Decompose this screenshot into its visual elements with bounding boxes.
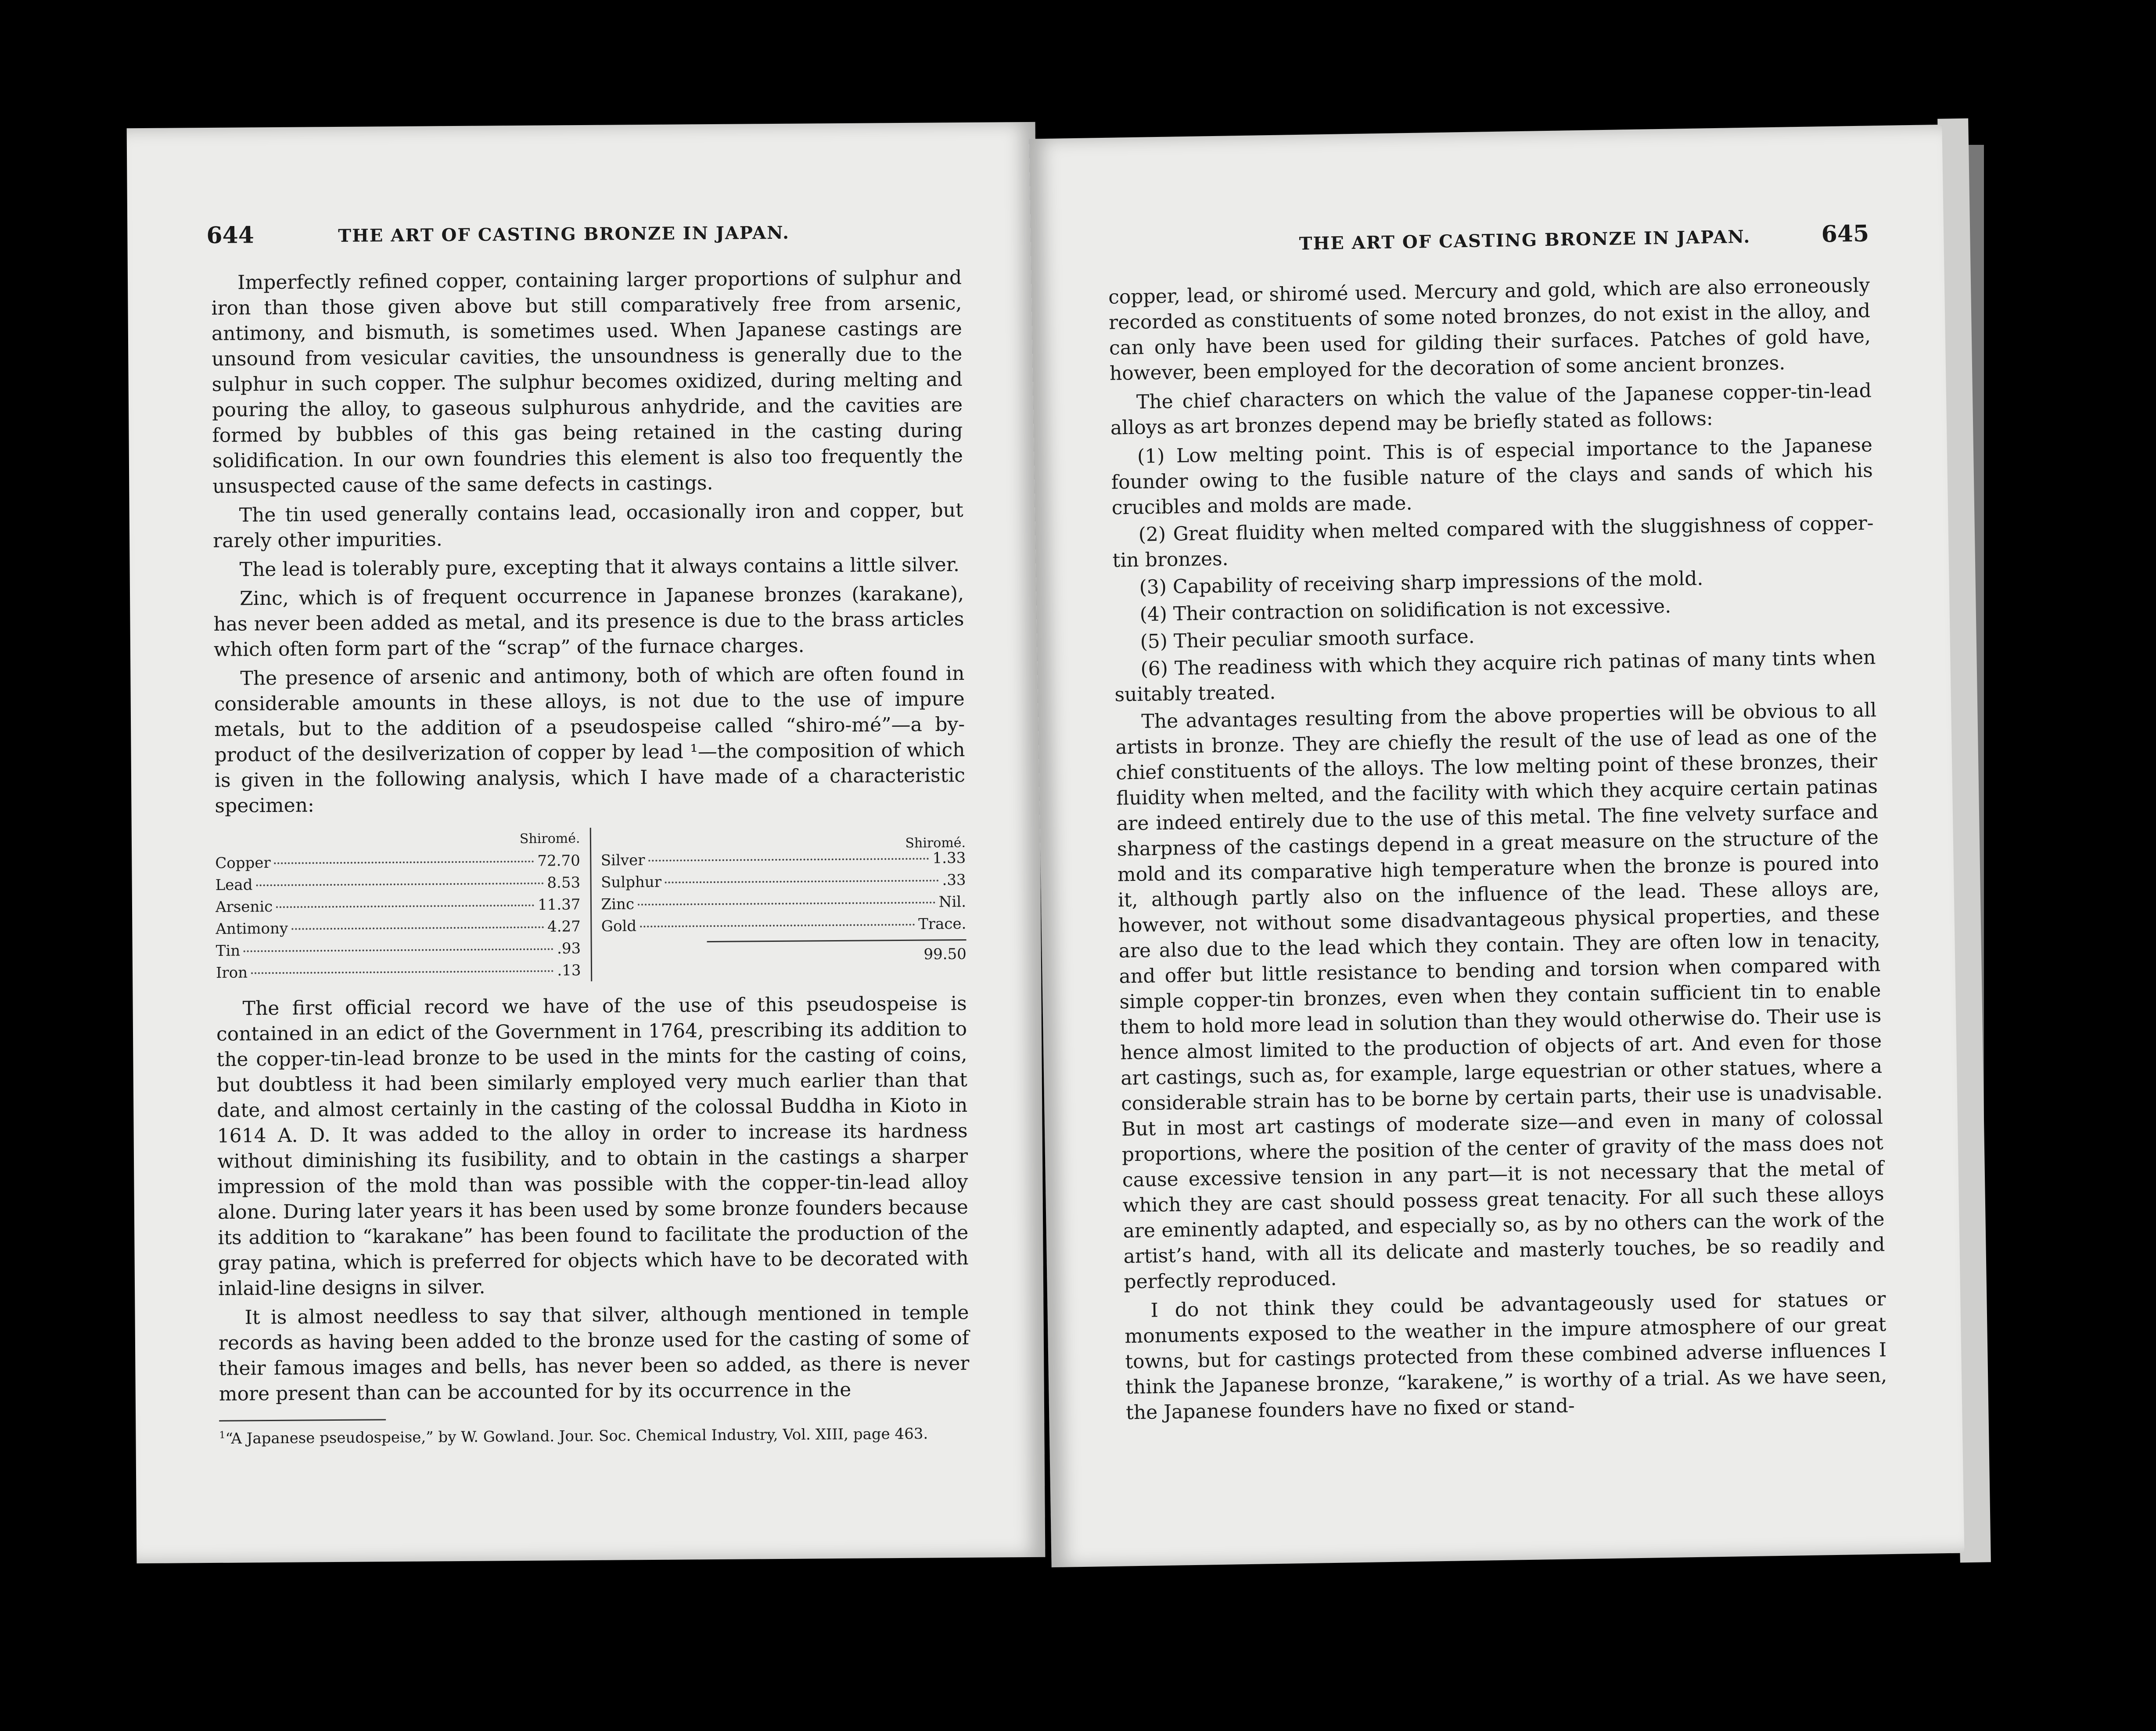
analysis-total: 99.50: [707, 939, 967, 967]
list-item: (4) Their contraction on solidification is not excessive.: [1139, 595, 1671, 626]
running-head: THE ART OF CASTING BRONZE IN JAPAN.: [338, 222, 790, 246]
paragraph: Zinc, which is of frequent occurrence in Japanese bronzes (karakane), has never been added as metal, and its presence is due to the brass articles which often form part of the “scrap” of the furnace charges.: [213, 582, 964, 661]
left-page-body: [211, 265, 970, 1452]
leader-dots: [274, 861, 534, 864]
paragraph: The lead is tolerably pure, excepting that it always contains a little silver.: [239, 553, 960, 581]
right-page: [1029, 125, 1965, 1567]
list-item: (1) Low melting point. This is of especial importance to the Japanese founder owing to the fusible nature of the clays and sands of which his crucibles and molds are made.: [1111, 434, 1873, 519]
paragraph: The tin used generally contains lead, occasionally iron and copper, but rarely other impurities.: [213, 499, 963, 552]
analysis-row: [216, 916, 581, 940]
element-value: 8.53: [547, 874, 581, 892]
page-number: 645: [1821, 220, 1869, 248]
leader-dots: [648, 858, 929, 862]
element-value: 11.37: [538, 896, 581, 914]
paragraph: The presence of arsenic and antimony, both of which are often found in considerable amounts in these alloys, is not due to the use of impure metals, but to the addition of a pseudospeise called “shiro-mé”—a by-product of the desilverization of copper by lead ¹—the composition of which is given in the following analysis, which I have made of a characteristic specimen:: [214, 662, 966, 817]
element-name: Sulphur: [600, 873, 662, 891]
element-name: Arsenic: [215, 898, 273, 916]
footnote-text: “A Japanese pseudospeise,” by W. Gowland. Jour. Soc. Chemical Industry, Vol. XIII, page 463.: [225, 1425, 928, 1448]
footnote-rule: [219, 1419, 386, 1422]
element-value: Nil.: [938, 893, 967, 911]
analysis-row: [215, 850, 580, 874]
left-page-header: [206, 221, 961, 253]
leader-dots: [276, 905, 534, 908]
paragraph: It is almost needless to say that silver, although mentioned in temple records as having been added to the bronze used for the casting of some of their famous images and bells, has never been so added, as there is never more present than can be accounted for by its occurrence in the: [218, 1301, 970, 1405]
analysis-row: [601, 891, 966, 916]
column-header: Shiromé.: [905, 835, 966, 851]
element-value: .13: [557, 962, 581, 980]
footnote-marker: 1: [219, 1429, 226, 1441]
element-name: Iron: [216, 964, 248, 982]
analysis-row: [216, 937, 581, 962]
left-page: [127, 122, 1046, 1563]
leader-dots: [244, 948, 553, 952]
page-number: 644: [206, 222, 255, 249]
leader-dots: [251, 970, 553, 974]
leader-dots: [640, 924, 915, 927]
running-head: THE ART OF CASTING BRONZE IN JAPAN.: [1299, 226, 1751, 254]
element-name: Antimony: [216, 919, 288, 938]
leader-dots: [256, 883, 543, 887]
leader-dots: [291, 927, 544, 930]
element-value: 1.33: [932, 849, 966, 867]
element-name: Tin: [216, 942, 241, 960]
element-value: 4.27: [547, 918, 581, 936]
paragraph: copper, lead, or shiromé used. Mercury and gold, which are also erroneously recorded as constituents of some noted bronzes, do not exist in the alloy, and can only have been used for gilding their surfaces. Patches of gold have, however, been employed for the decoration of some ancient bronzes.: [1108, 274, 1871, 385]
paragraph: Imperfectly refined copper, containing larger proportions of sulphur and iron than those given above but still comparatively free from arsenic, antimony, and bismuth, is sometimes used. When Japanese castings are unsound from vesicular cavities, the unsoundness is generally due to the sulphur in such copper. The sulphur becomes oxidized, during melting and pouring the alloy, to gaseous sulphurous anhydride, and the cavities are formed by bubbles of this gas being retained in the casting during solidification. In our own foundries this element is also too frequently the unsuspected cause of the same defects in castings.: [211, 266, 963, 498]
element-value: 72.70: [537, 852, 580, 870]
element-name: Copper: [215, 854, 271, 872]
element-value: Trace.: [918, 915, 967, 933]
right-page-header: [1110, 220, 1869, 263]
list-item: (5) Their peculiar smooth surface.: [1140, 625, 1475, 653]
analysis-row: [215, 872, 580, 896]
element-value: .33: [942, 871, 966, 889]
element-name: Silver: [600, 851, 645, 869]
analysis-left-column: [215, 828, 592, 984]
paragraph: The advantages resulting from the above properties will be obvious to all artists in bronze. They are chiefly the result of the use of lead as one of the chief constituents of the alloys. The low melting point of these bronzes, their fluidity when melted, and the facility with which they acquire certain patinas are indeed entirely due to the use of this metal. The fine velvety surface and sharpness of the castings depend in a great measure on the structure of the mold and its comparative high temperature when the bronze is poured into it, although partly also on the influence of the lead. These alloys are, however, not without some disadvantageous physical properties, and these are also due to the lead which they contain. They are often low in tenacity, and offer but little resistance to bending and torsion when compared with simple copper-tin bronzes, even when they contain sufficient tin to enable them to hold more lead in solution than they would otherwise do. Their use is hence almost limited to the production of objects of art. And even for those art castings, such as, for example, large equestrian or other statues, where a considerable strain has to be borne by certain parts, their use is unadvisable. But in most art castings of moderate size—and even in many of colossal proportions, where the position of the center of gravity of the mass does not cause excessive tension in any part—it is not necessary that the metal of which they are cast should possess great tenacity. For all such these alloys are eminently adapted, and especially so, as by no others can the work of the artist’s hand, with all its delicate and masterly touches, be so readily and perfectly reproduced.: [1115, 699, 1885, 1293]
leader-dots: [638, 901, 935, 905]
paragraph: The chief characters on which the value of the Japanese copper-tin-lead alloys as art bronzes depend may be briefly stated as follows:: [1110, 379, 1872, 439]
list-item: (6) The readiness with which they acquire rich patinas of many tints when suitably treated.: [1114, 646, 1876, 706]
footnote: [219, 1421, 970, 1448]
leader-dots: [665, 880, 939, 883]
element-name: Gold: [601, 917, 637, 935]
element-value: .93: [557, 940, 581, 958]
list-item: (3) Capability of receiving sharp impressions of the mold.: [1139, 567, 1703, 599]
column-header: Shiromé.: [519, 831, 580, 847]
analysis-row: [601, 869, 966, 894]
element-name: Zinc: [601, 895, 635, 913]
element-name: Lead: [215, 876, 253, 894]
analysis-right-column: [591, 825, 967, 981]
list-item: (2) Great fluidity when melted compared with the sluggishness of copper-tin bronzes.: [1112, 512, 1874, 572]
analysis-row: [601, 913, 967, 937]
shirome-analysis-table: [215, 825, 967, 984]
paragraph: The first official record we have of the use of this pseudospeise is contained in an edict of the Government in 1764, prescribing its addition to the copper-tin-lead bronze to be used in the mints for the casting of coins, but doubtless it had been similarly employed very much earlier than that date, and almost certainly in the casting of the colossal Buddha in Kioto in 1614 A. D. It was added to the alloy in order to increase its hardness without diminishing its fusibility, and to obtain in the castings a sharper impression of the mold than was possible with the copper-tin-lead alloy alone. During later years it has been used by some bronze founders because its addition to “karakane” has been found to facilitate the production of the gray patina, which is preferred for objects which have to be decorated with inlaid-line designs in silver.: [216, 992, 969, 1300]
analysis-row: [216, 959, 581, 984]
paragraph: I do not think they could be advantageously used for statues or monuments exposed to the weather in the impure atmosphere of our great towns, but for castings protected from these combined adverse influences I think the Japanese bronze, “karakene,” is worthy of a trial. As we have seen, the Japanese founders have no fixed or stand-: [1125, 1288, 1887, 1424]
analysis-row: [216, 894, 581, 918]
right-page-body: [1108, 273, 1888, 1429]
